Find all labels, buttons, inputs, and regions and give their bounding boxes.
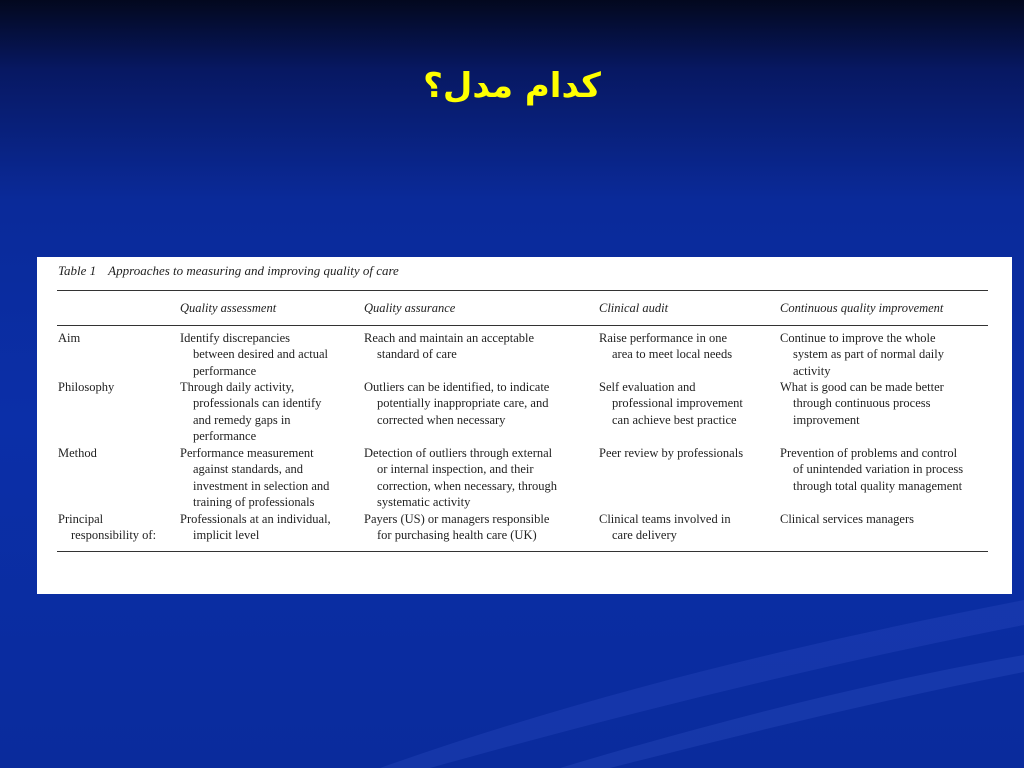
cell-line: Prevention of problems and control [780, 446, 958, 460]
cell-line: potentially inappropriate care, and [377, 396, 549, 411]
column-header-quality-assurance: Quality assurance [364, 301, 456, 315]
table-top-rule [57, 290, 988, 291]
cell-line: area to meet local needs [612, 347, 733, 362]
cell-line: standard of care [377, 347, 457, 362]
slide-title: کدام مدل؟ [423, 66, 601, 106]
cell-line: Outliers can be identified, to indicate [364, 380, 550, 394]
cell-line: system as part of normal daily [793, 347, 945, 362]
cell-philosophy-quality-assessment [180, 379, 321, 444]
table-caption [58, 263, 399, 279]
cell-method-clinical-audit [599, 445, 743, 461]
cell-line: against standards, and [193, 462, 304, 477]
table-caption-number: Table 1 [58, 263, 97, 278]
cell-line: for purchasing health care (UK) [377, 528, 537, 543]
table-image-panel [37, 257, 1012, 594]
cell-aim-quality-assessment [180, 330, 328, 379]
cell-line: between desired and actual [193, 347, 329, 362]
cell-line: performance [193, 363, 257, 378]
cell-line: Professionals at an individual, [180, 512, 331, 526]
cell-line: and remedy gaps in [193, 412, 291, 427]
row-label-line: Method [58, 446, 97, 460]
cell-responsibility-clinical-audit [599, 511, 731, 544]
cell-philosophy-continuous-quality-improvement [780, 379, 944, 428]
cell-line: Through daily activity, [180, 380, 295, 394]
cell-line: training of professionals [193, 494, 315, 509]
cell-responsibility-quality-assurance [364, 511, 549, 544]
cell-line: care delivery [612, 528, 677, 543]
cell-philosophy-quality-assurance [364, 379, 549, 428]
cell-responsibility-continuous-quality-improvement [780, 511, 914, 527]
cell-line: corrected when necessary [377, 412, 506, 427]
cell-line: Performance measurement [180, 446, 314, 460]
cell-line: Reach and maintain an acceptable [364, 331, 535, 345]
cell-line: implicit level [193, 528, 260, 543]
cell-line: performance [193, 428, 257, 443]
cell-aim-quality-assurance [364, 330, 534, 363]
cell-aim-continuous-quality-improvement [780, 330, 944, 379]
cell-line: through total quality management [793, 478, 963, 493]
cell-responsibility-quality-assessment [180, 511, 331, 544]
cell-line: professional improvement [612, 396, 743, 411]
cell-line: of unintended variation in process [793, 462, 964, 477]
cell-line: Clinical services managers [780, 512, 914, 526]
cell-method-quality-assessment [180, 445, 329, 510]
row-label-philosophy [58, 379, 114, 395]
cell-line: Raise performance in one [599, 331, 728, 345]
column-header-quality-assessment: Quality assessment [180, 301, 277, 315]
cell-line: Payers (US) or managers responsible [364, 512, 550, 526]
cell-philosophy-clinical-audit [599, 379, 743, 428]
cell-line: systematic activity [377, 494, 471, 509]
cell-line: correction, when necessary, through [377, 478, 558, 493]
cell-line: What is good can be made better [780, 380, 944, 394]
row-label-principal-responsibility [58, 511, 156, 544]
cell-method-continuous-quality-improvement [780, 445, 963, 494]
cell-line: Peer review by professionals [599, 446, 744, 460]
cell-line: investment in selection and [193, 478, 330, 493]
cell-line: professionals can identify [193, 396, 322, 411]
cell-line: through continuous process [793, 396, 931, 411]
row-label-aim [58, 330, 80, 346]
table-caption-text: Approaches to measuring and improving quality of care [108, 263, 399, 278]
row-label-method [58, 445, 97, 461]
table-bottom-rule [57, 551, 988, 552]
cell-line: improvement [793, 412, 860, 427]
table-header-rule [57, 325, 988, 326]
cell-line: Continue to improve the whole [780, 331, 936, 345]
row-label-line: Philosophy [58, 380, 115, 394]
cell-line: can achieve best practice [612, 412, 737, 427]
cell-method-quality-assurance [364, 445, 557, 510]
cell-line: Self evaluation and [599, 380, 696, 394]
cell-line: Identify discrepancies [180, 331, 291, 345]
row-label-line: Aim [58, 331, 81, 345]
cell-line: Clinical teams involved in [599, 512, 731, 526]
row-label-line: responsibility of: [71, 528, 157, 543]
column-header-clinical-audit: Clinical audit [599, 301, 669, 315]
column-header-continuous-quality-improvement: Continuous quality improvement [780, 301, 944, 315]
cell-line: or internal inspection, and their [377, 462, 534, 477]
row-label-line: Principal [58, 512, 104, 526]
cell-line: activity [793, 363, 831, 378]
cell-line: Detection of outliers through external [364, 446, 553, 460]
cell-aim-clinical-audit [599, 330, 732, 363]
